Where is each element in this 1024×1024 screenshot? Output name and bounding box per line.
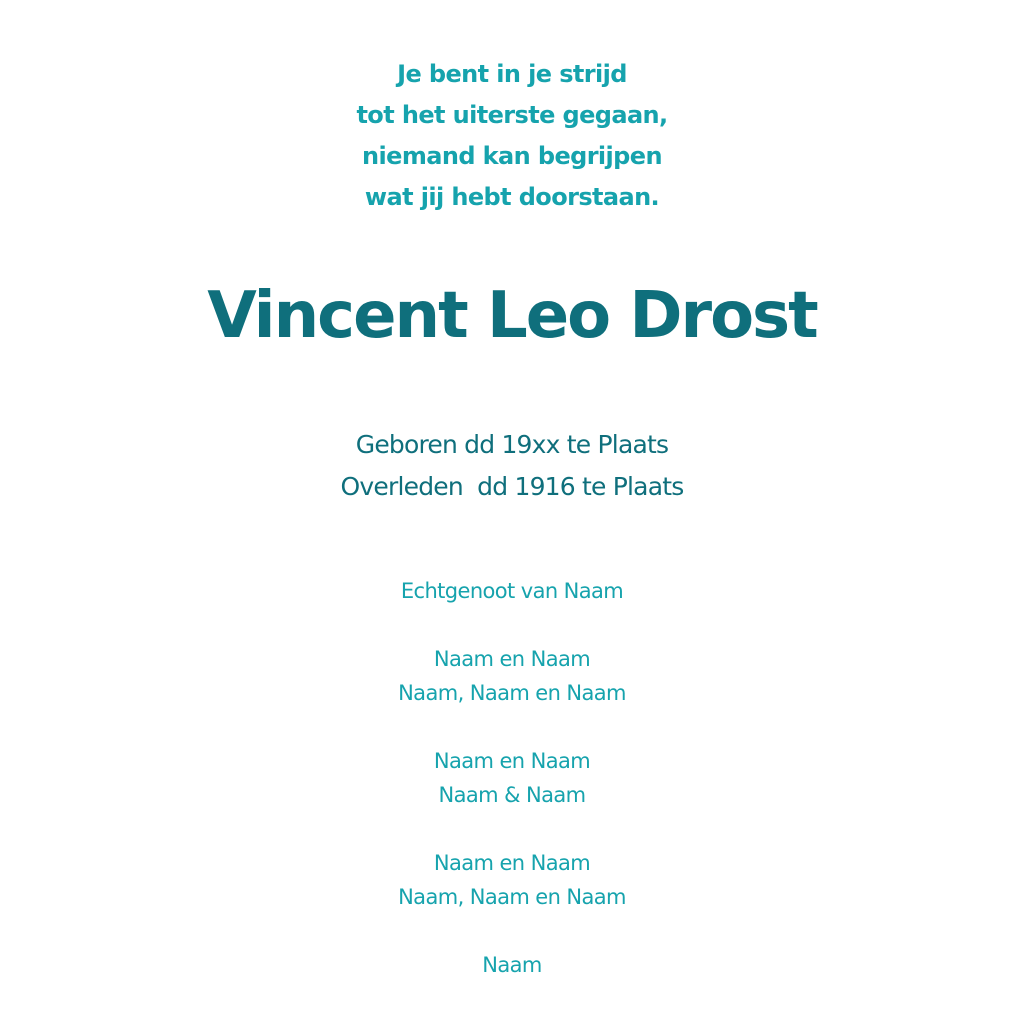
poem-line: niemand kan begrijpen: [362, 142, 662, 170]
spacer: [0, 608, 1024, 642]
family-line: Naam en Naam: [433, 851, 591, 875]
spouse-line: Echtgenoot van Naam: [400, 579, 624, 603]
family-line: Naam & Naam: [438, 783, 586, 807]
spacer: [0, 812, 1024, 846]
family-line: Naam en Naam: [433, 647, 591, 671]
poem-line: tot het uiterste gegaan,: [356, 101, 668, 129]
family-line: Naam en Naam: [433, 749, 591, 773]
family-list: [0, 574, 1024, 982]
family-line: Naam: [482, 953, 542, 977]
poem-line: Je bent in je strijd: [397, 60, 627, 88]
family-line: Naam, Naam en Naam: [398, 681, 626, 705]
death-line: Overleden dd 1916 te Plaats: [340, 472, 684, 501]
birth-line: Geboren dd 19xx te Plaats: [355, 430, 669, 459]
deceased-name: Vincent Leo Drost: [207, 279, 817, 353]
life-dates: [0, 424, 1024, 508]
poem-verse: [0, 54, 1024, 218]
family-line: Naam, Naam en Naam: [398, 885, 626, 909]
spacer: [0, 710, 1024, 744]
spacer: [0, 914, 1024, 948]
poem-line: wat jij hebt doorstaan.: [364, 183, 660, 211]
